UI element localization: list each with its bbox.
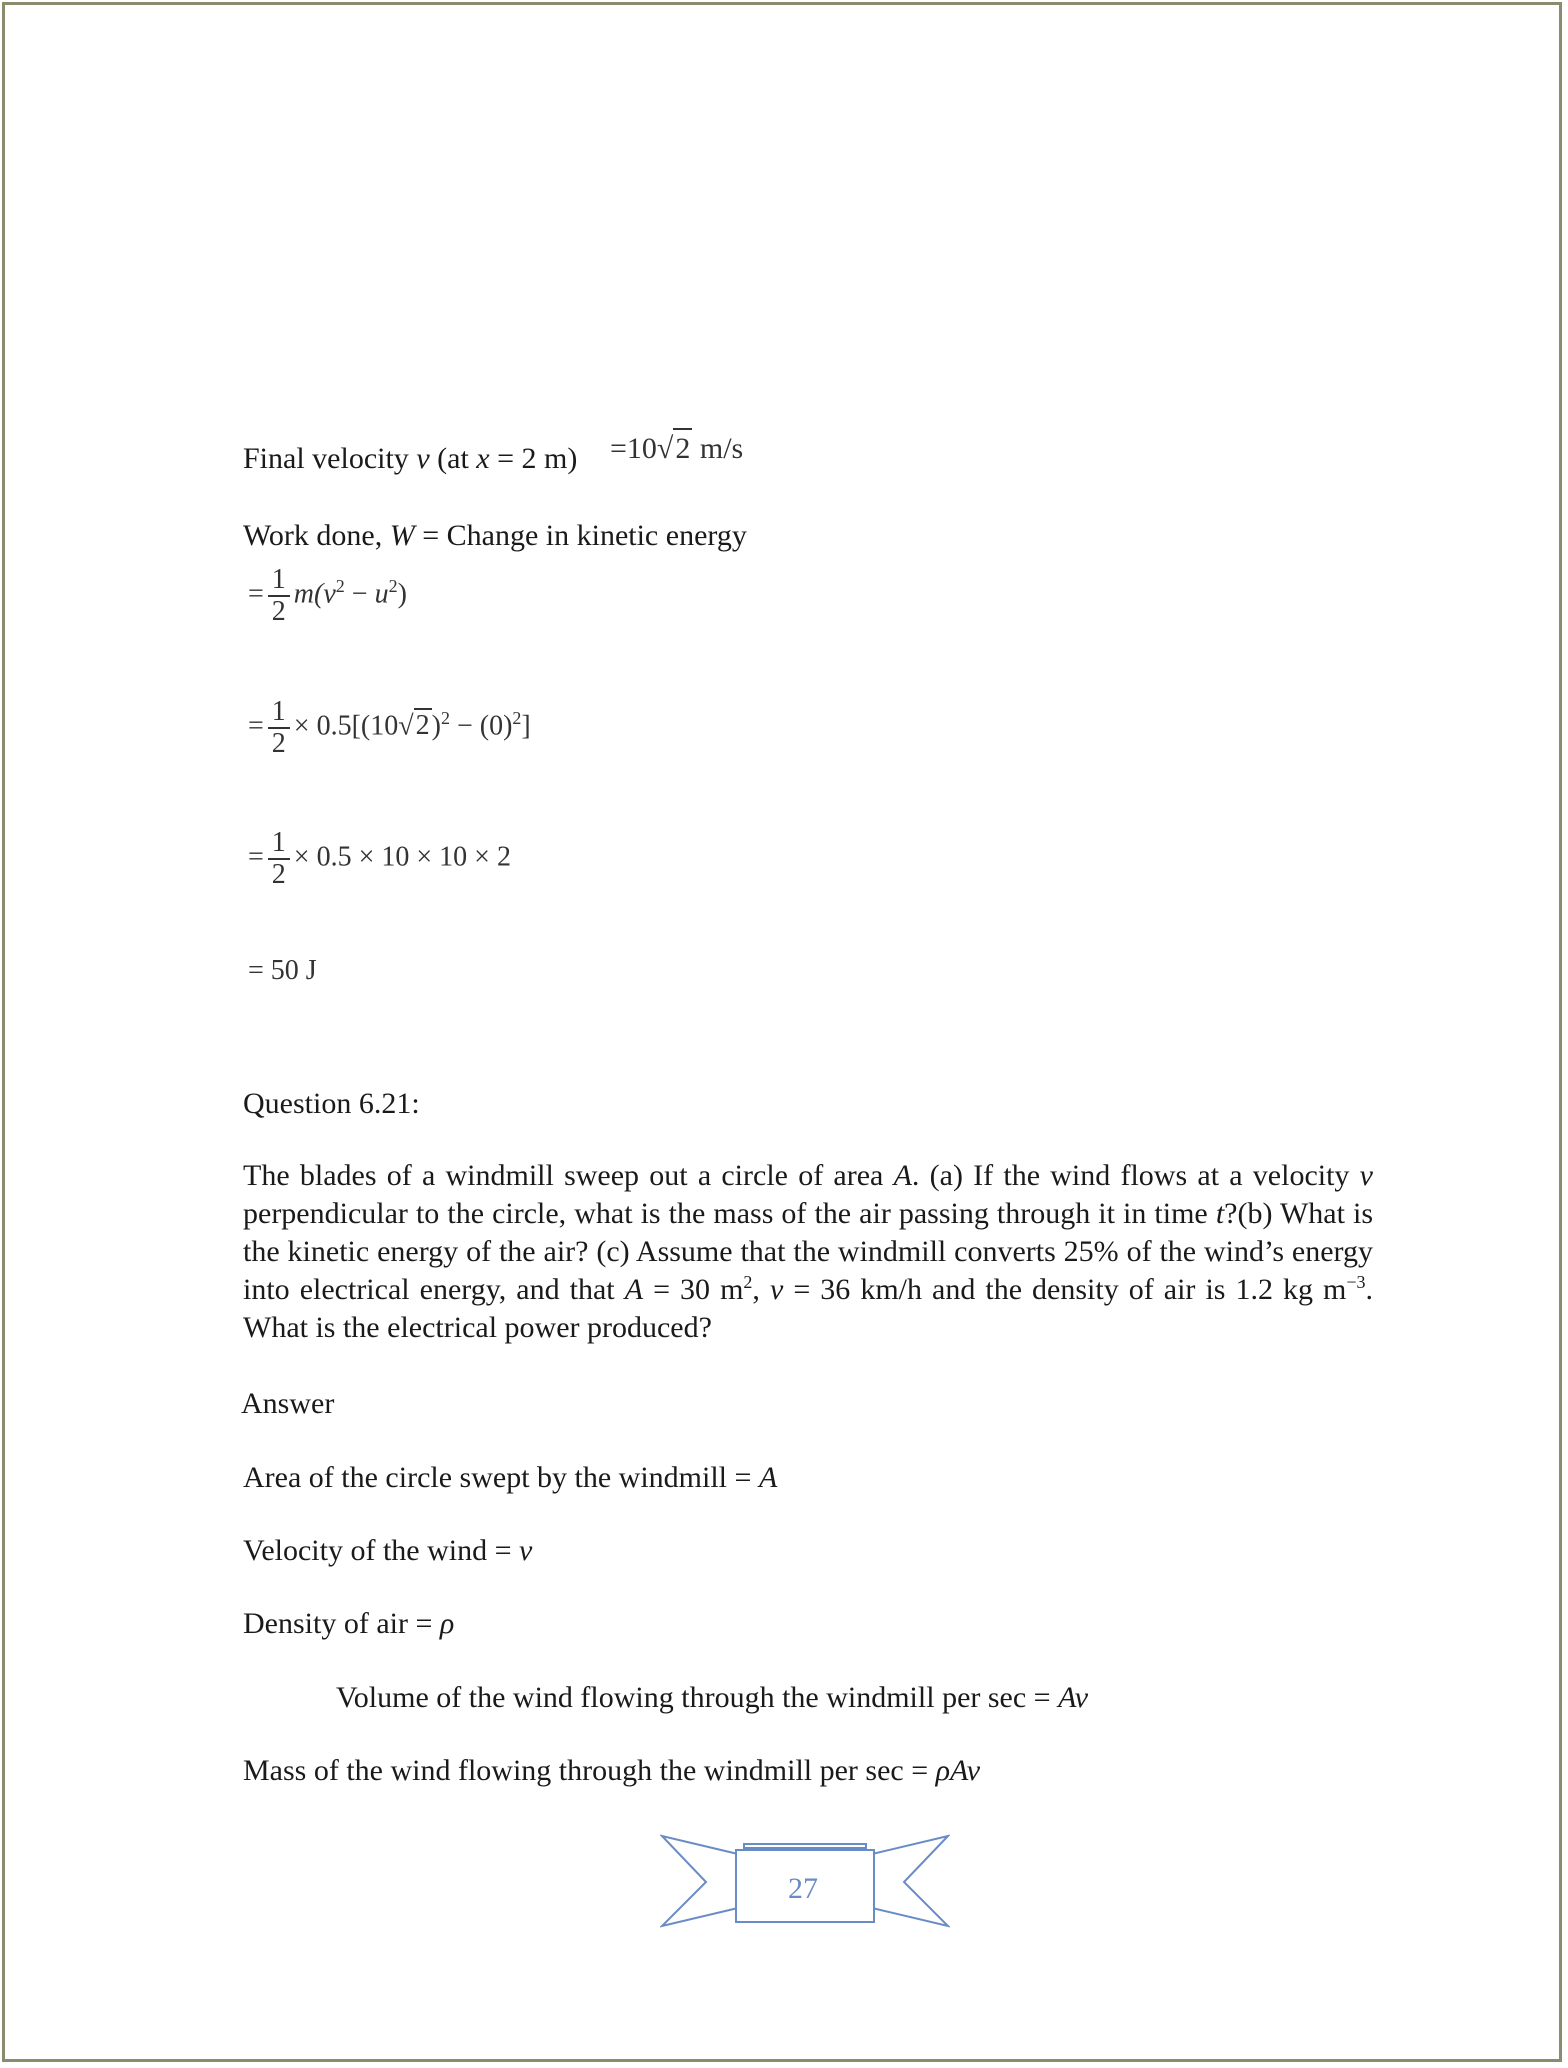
question-text: The blades of a windmill sweep out a circle of area A. (a) If the wind flows at a velocity v perpendicular to the circle, what is the mass of the air passing through it in time t?(b) What is the kinetic energy of the air? (c) Assume that the windmill converts 25% of the wind’s energy into electrical energy, and that A = 30 $m^2$, v = 36 km/h and the density of air is 1.2 kg $m^{-3}$. What is the electrical power produced? [243, 1159, 1374, 1344]
equation-4: = 50 J [248, 955, 317, 986]
work-done-line: Work done, W = Change in kinetic energy [243, 519, 747, 552]
equation-1: = $\frac{1}{2}$ $m(v^2 - u^2)$ [248, 564, 407, 627]
area-line: Area of the circle swept by the windmill = A [243, 1461, 778, 1494]
velocity-line: Velocity of the wind = v [243, 1534, 533, 1567]
answer-label: Answer [241, 1387, 335, 1420]
equation-3: = $\frac{1}{2}$ × 0.5 × 10 × 10 × 2 [248, 827, 511, 890]
page-number: 27 [788, 1872, 818, 1905]
equation-2: = $\frac{1}{2}$ × $0.5[(10√2)^2 - (0)^2]$ [248, 696, 531, 759]
final-velocity-line: Final velocity v (at x = 2 m) [243, 442, 578, 475]
question-title: Question 6.21: [243, 1087, 420, 1120]
mass-line: Mass of the wind flowing through the windmill per sec = ρAv [243, 1754, 981, 1787]
final-velocity-value: =10√2 m/s [610, 428, 743, 468]
density-line: Density of air = ρ [243, 1607, 455, 1640]
volume-line: Volume of the wind flowing through the windmill per sec = Av [336, 1681, 1089, 1714]
